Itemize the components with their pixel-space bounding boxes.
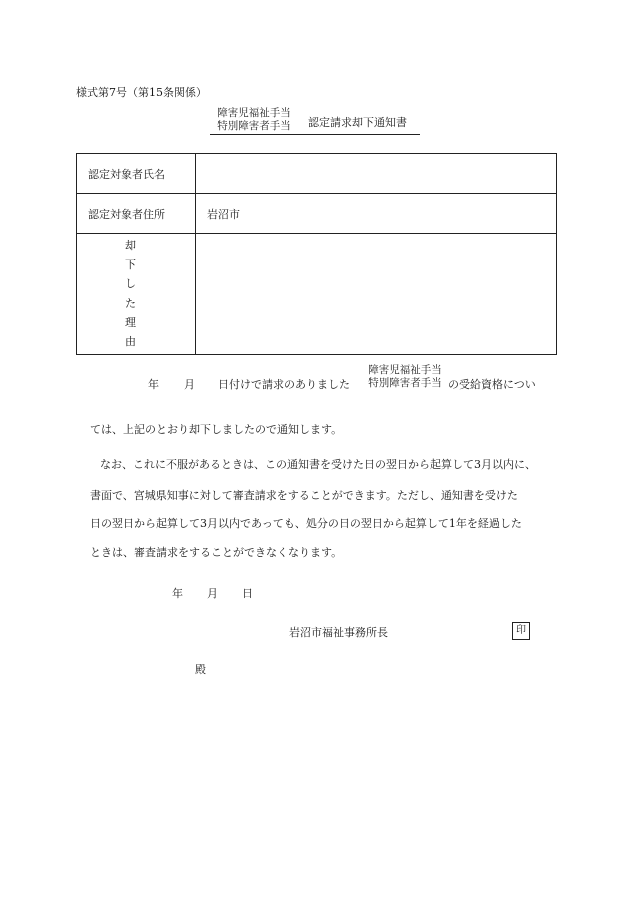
p1-text: 日付けで請求のありました — [218, 378, 350, 391]
paragraph-1 — [148, 364, 548, 394]
date-day: 日 — [242, 587, 253, 600]
p1-year: 年 — [148, 378, 159, 391]
form-number: 様式第7号（第15条関係） — [76, 86, 207, 99]
address-value: 岩沼市 — [196, 194, 557, 234]
date-year: 年 — [172, 587, 183, 600]
seal-mark: 印 — [512, 622, 530, 640]
name-label: 認定対象者氏名 — [77, 154, 196, 194]
title-allowance-stack — [210, 107, 298, 133]
reason-char: 却 — [125, 239, 136, 252]
p1-tail: の受給資格につい — [448, 378, 536, 391]
reason-value — [196, 234, 557, 355]
issuer-name: 岩沼市福祉事務所長 — [289, 626, 388, 639]
info-table — [76, 153, 557, 355]
addressee-suffix: 殿 — [195, 663, 206, 676]
date-month: 月 — [207, 587, 218, 600]
reason-char: 下 — [125, 258, 136, 272]
table-row — [77, 154, 557, 194]
paragraph-2-line-2: 書面で、宮城県知事に対して審査請求をすることができます。ただし、通知書を受けた — [90, 489, 518, 502]
paragraph-2-line-3: 日の翌日から起算して3月以内であっても、処分の日の翌日から起算して1年を経過した — [90, 517, 522, 530]
paragraph-2-line-4: ときは、審査請求をすることができなくなります。 — [90, 546, 343, 559]
reason-char: 理 — [125, 315, 136, 329]
p1-month: 月 — [184, 378, 195, 391]
document-title — [210, 107, 420, 135]
address-label: 認定対象者住所 — [77, 194, 196, 234]
reason-label — [77, 234, 196, 355]
reason-char: し — [125, 277, 136, 291]
p1-allowance-1: 障害児福祉手当 — [368, 364, 442, 376]
title-main: 認定請求却下通知書 — [308, 116, 407, 129]
title-allowance-2: 特別障害者手当 — [217, 120, 291, 132]
p1-allowance-stack — [362, 364, 448, 390]
title-allowance-1: 障害児福祉手当 — [217, 107, 291, 119]
paragraph-1-line-2: ては、上記のとおり却下しましたので通知します。 — [90, 423, 343, 436]
name-value — [196, 154, 557, 194]
paragraph-2-line-1: なお、これに不服があるときは、この通知書を受けた日の翌日から起算して3月以内に、 — [100, 458, 536, 471]
table-row — [77, 194, 557, 234]
table-row — [77, 234, 557, 355]
title-underline — [210, 134, 420, 135]
reason-char: た — [125, 296, 136, 310]
reason-char: 由 — [125, 334, 136, 348]
p1-allowance-2: 特別障害者手当 — [368, 377, 442, 389]
